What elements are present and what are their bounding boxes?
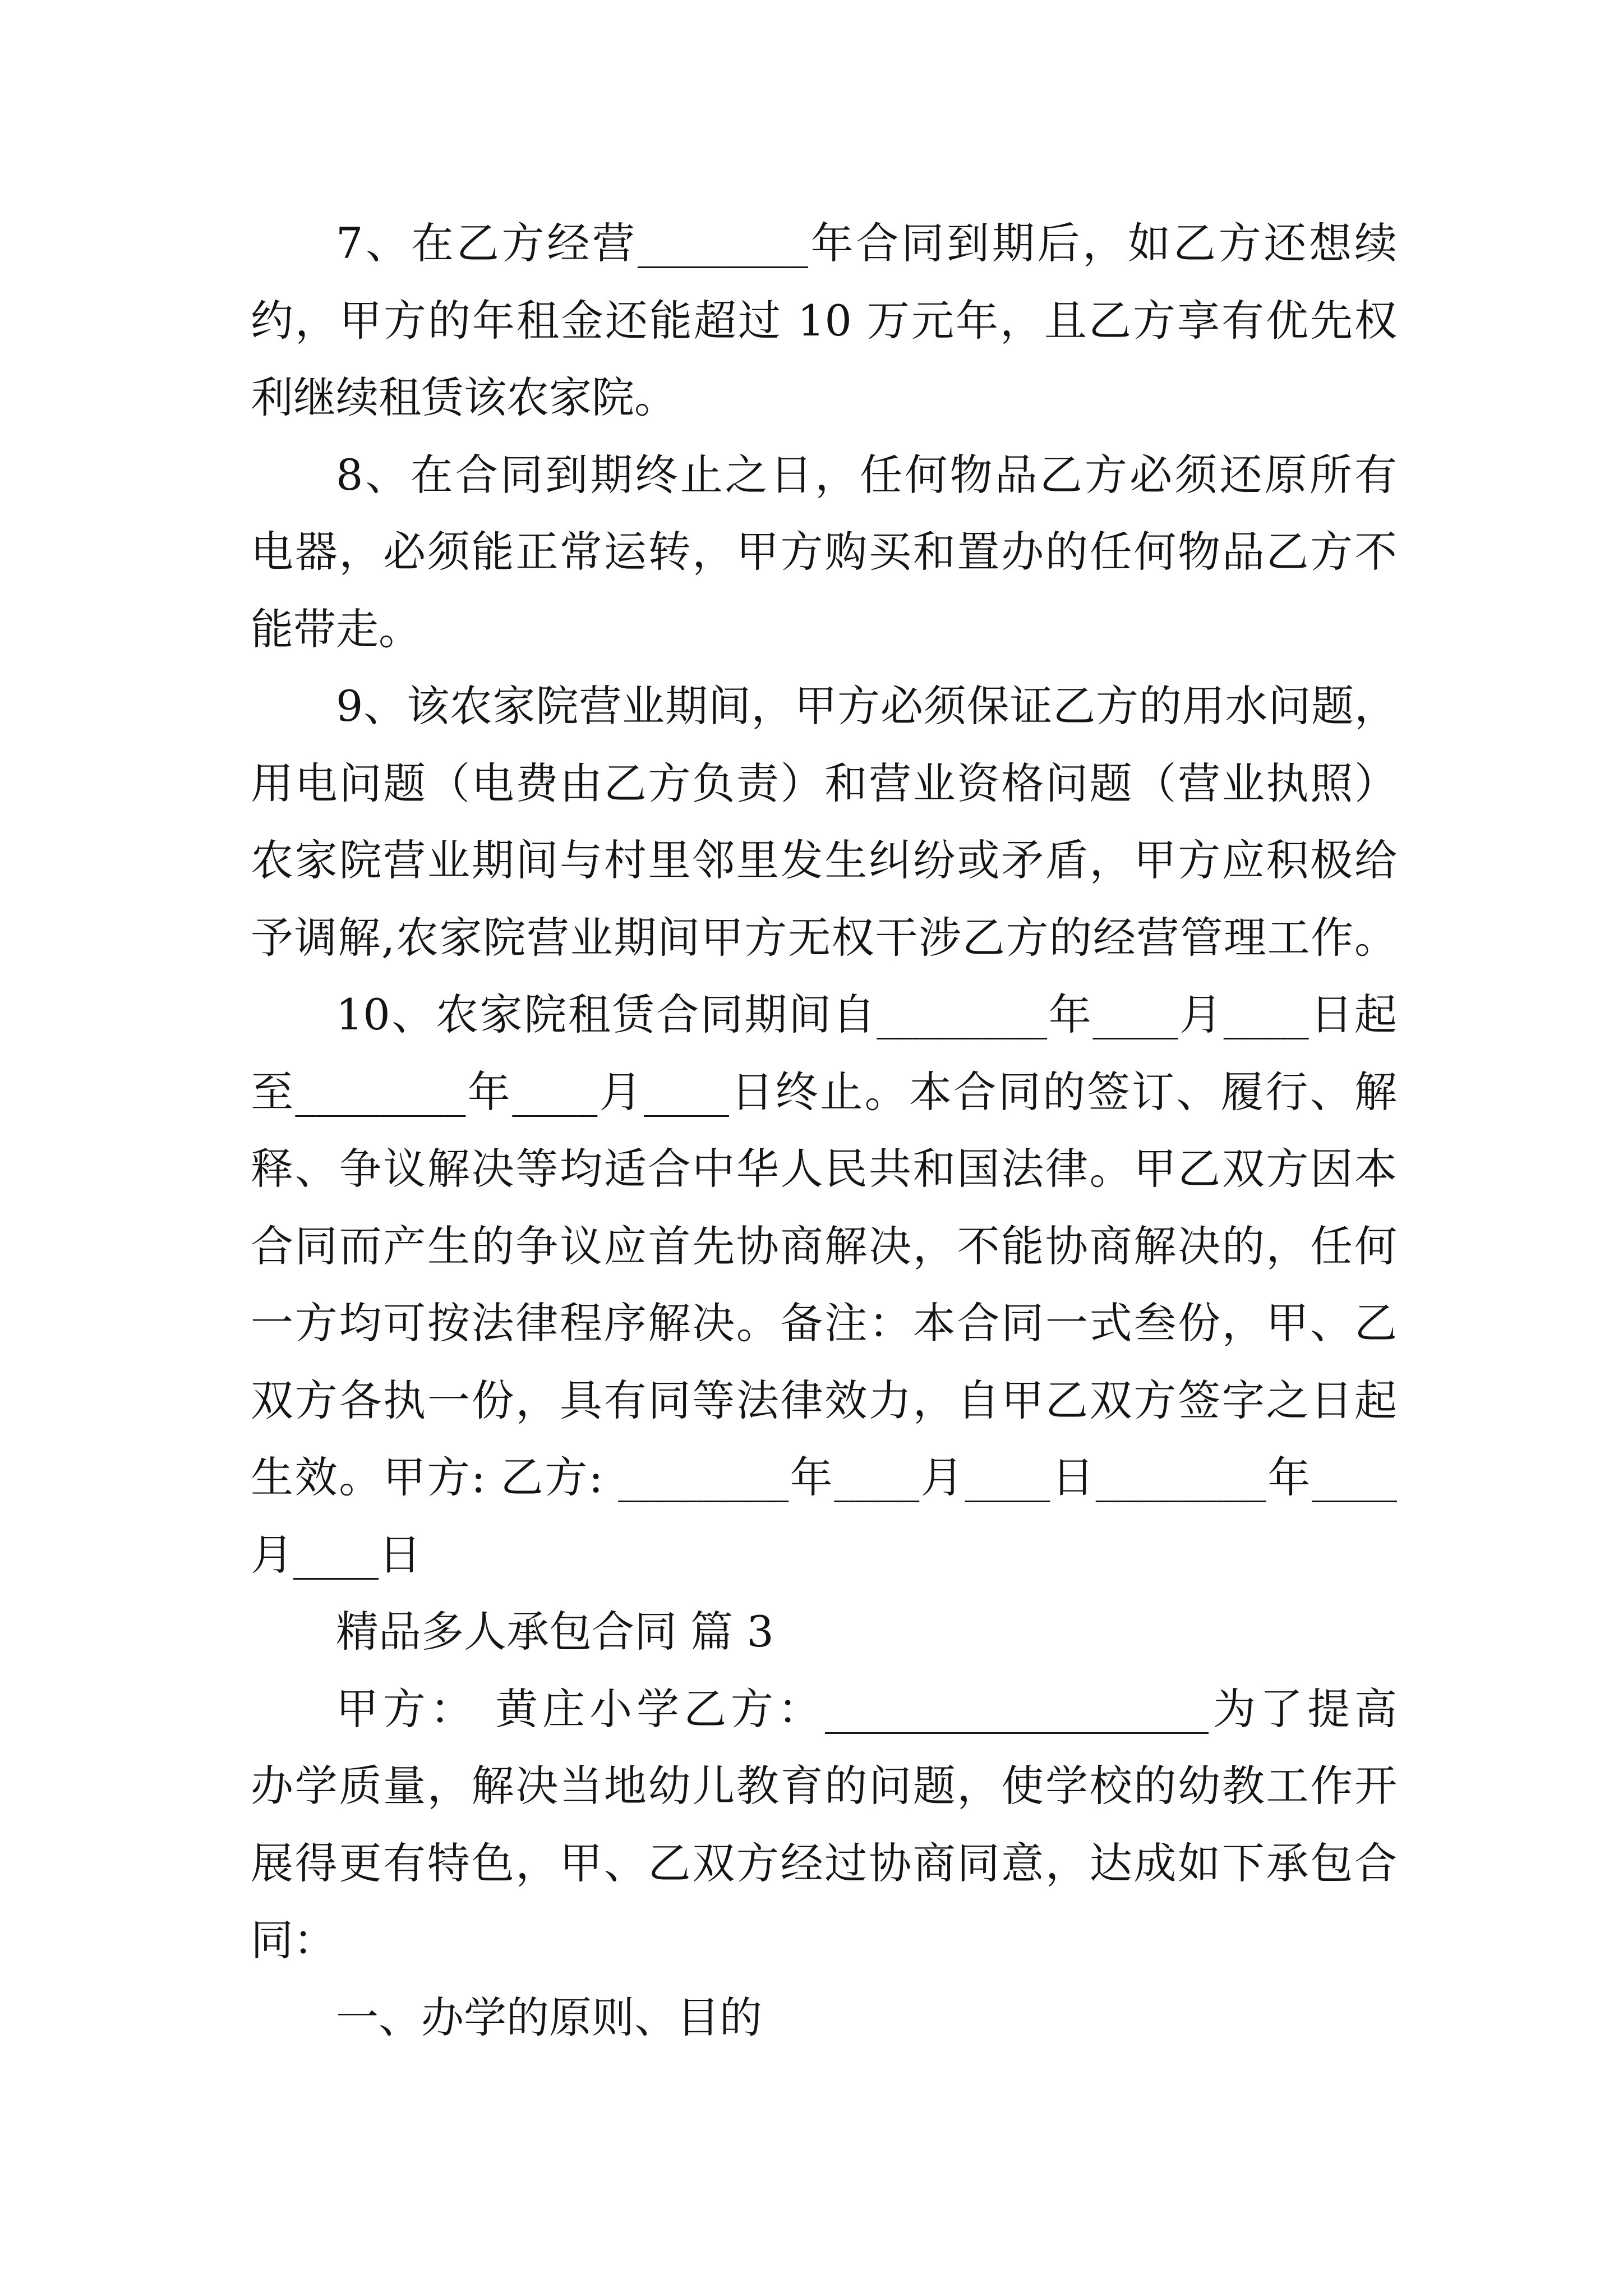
- clause-8: [251, 436, 1397, 668]
- clause-10-line: 合同而产生的争议应首先协商解决，不能协商解决的，任何: [251, 1221, 1397, 1271]
- clause-8-line: 能带走。: [251, 604, 421, 654]
- clause-8-line: 电器，必须能正常运转，甲方购买和置办的任何物品乙方不: [251, 527, 1397, 577]
- subsection-heading: 一、办学的原则、目的: [336, 1992, 762, 2042]
- section-intro-line: 办学质量，解决当地幼儿教育的问题，使学校的幼教工作开: [251, 1761, 1397, 1811]
- clause-8-line: 8、在合同到期终止之日，任何物品乙方必须还原所有: [336, 449, 1397, 500]
- document-body: [251, 205, 1397, 2056]
- signature-date-line: 月____日: [251, 1529, 421, 1580]
- clause-9: [251, 668, 1397, 976]
- clause-9-line: 予调解,农家院营业期间甲方无权干涉乙方的经营管理工作。: [251, 912, 1397, 963]
- clause-10-line: 一方均可按法律程序解决。备注：本合同一式叁份，甲、乙: [251, 1298, 1397, 1348]
- clause-9-line: 农家院营业期间与村里邻里发生纠纷或矛盾，甲方应积极给: [251, 835, 1397, 885]
- section-intro: [251, 1671, 1397, 1979]
- clause-7: [251, 205, 1397, 436]
- section-intro-line: 甲方： 黄庄小学乙方：__________________为了提高: [336, 1683, 1397, 1734]
- clause-10-line: 至________年____月____日终止。本合同的签订、履行、解: [251, 1066, 1397, 1117]
- clause-7-line: 约，甲方的年租金还能超过 10 万元年，且乙方享有优先权: [251, 295, 1397, 346]
- clause-9-line: 用电问题（电费由乙方负责）和营业资格问题（营业执照）: [251, 758, 1397, 808]
- clause-10: [251, 976, 1397, 1593]
- clause-9-line: 9、该农家院营业期间，甲方必须保证乙方的用水问题，: [336, 681, 1397, 731]
- clause-10-line: 释、争议解决等均适合中华人民共和国法律。甲乙双方因本: [251, 1144, 1397, 1194]
- section-intro-line: 同：: [251, 1915, 336, 1965]
- subsection-1: [251, 1979, 1397, 2056]
- clause-7-line: 7、在乙方经营________年合同到期后，如乙方还想续: [336, 218, 1397, 268]
- signature-date-line: 生效。甲方: 乙方: ________年____月____日________年____: [251, 1452, 1397, 1502]
- section-intro-line: 展得更有特色，甲、乙双方经过协商同意，达成如下承包合: [251, 1838, 1397, 1888]
- section-heading: 精品多人承包合同 篇 3: [336, 1607, 774, 1657]
- clause-7-line: 利继续租赁该农家院。: [251, 372, 677, 422]
- clause-10-line: 双方各执一份，具有同等法律效力，自甲乙双方签字之日起: [251, 1375, 1397, 1425]
- clause-10-line: 10、农家院租赁合同期间自________年____月____日起: [336, 990, 1397, 1039]
